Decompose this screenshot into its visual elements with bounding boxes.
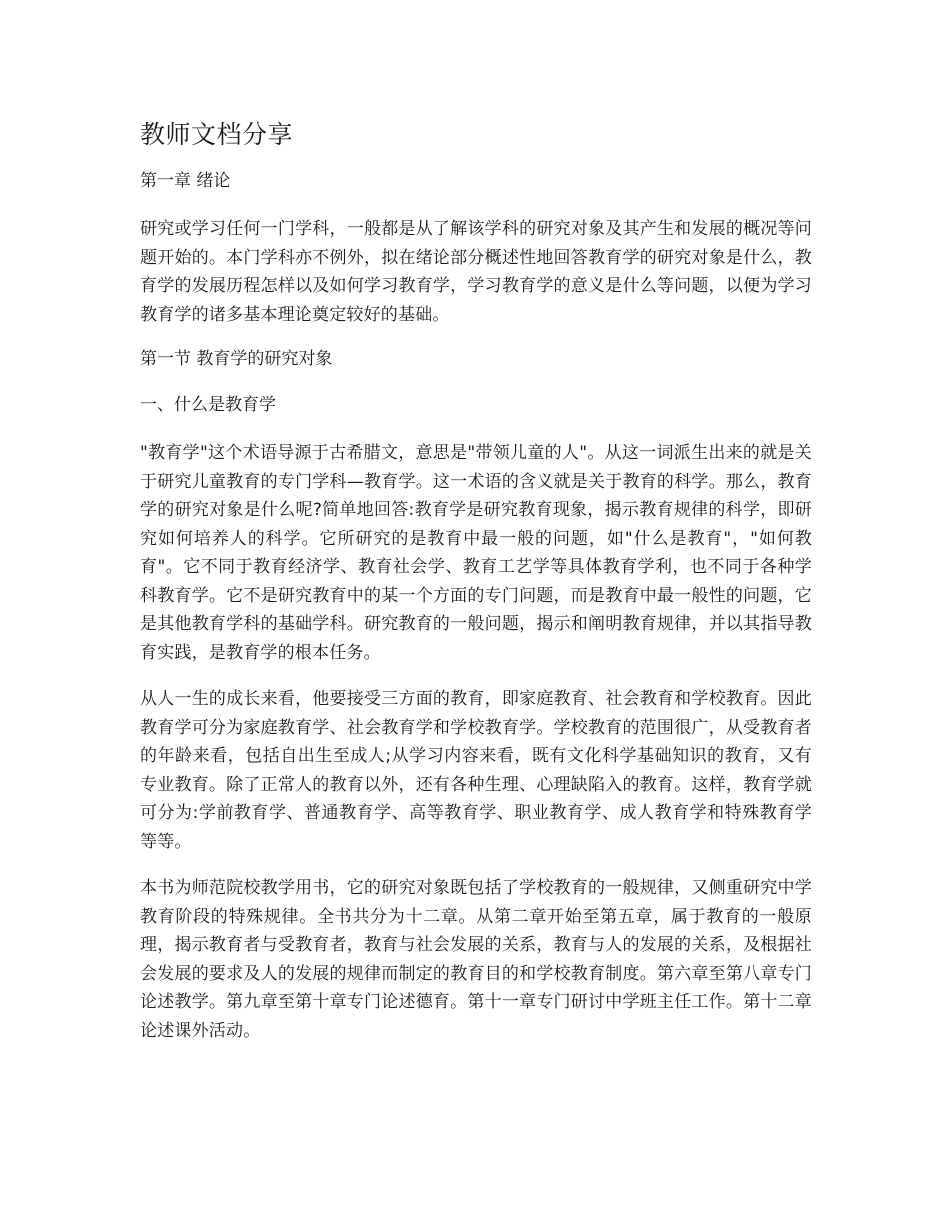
body-paragraph-definition: "教育学"这个术语导源于古希腊文，意思是"带领儿童的人"。从这一词派生出来的就是关于研究儿童教育的专门学科—教育学。这一术语的含义就是关于教育的科学。那么，教育学的研究对象是什么呢?简单地回答:教育学是研究教育现象，揭示教育规律的科学，即研究如何培养人的科学。它所研究的是教育中最一般的问题，如"什么是教育"，"如何教育"。它不同于教育经济学、教育社会学、教育工艺学等具体教育学利，也不同于各种学科教育学。它不是研究教育中的某一个方面的专门问题，而是教育中最一般性的问题，它是其他教育学科的基础学科。研究教育的一般问题，揭示和阐明教育规律，并以其指导教育实践，是教育学的根本任务。 — [140, 443, 812, 663]
document-page — [140, 118, 812, 1063]
body-paragraph-book-structure: 本书为师范院校教学用书，它的研究对象既包括了学校教育的一般规律，又侧重研究中学教育阶段的特殊规律。全书共分为十二章。从第二章开始至第五章，属于教育的一般原理，揭示教育者与受教育者，教育与社会发展的关系，教育与人的发展的关系，及根据社会发展的要求及人的发展的规律而制定的教育目的和学校教育制度。第六章至第八章专门论述教学。第九章至第十章专门论述德育。第十一章专门研讨中学班主任工作。第十二章论述课外活动。 — [140, 878, 812, 1041]
chapter-heading: 第一章 绪论 — [140, 171, 231, 191]
subsection-heading: 一、什么是教育学 — [140, 395, 276, 415]
body-paragraph-classification: 从人一生的成长来看，他要接受三方面的教育，即家庭教育、社会教育和学校教育。因此教育学可分为家庭教育学、社会教育学和学校教育学。学校教育的范围很广，从受教育者的年龄来看，包括自出生至成人;从学习内容来看，既有文化科学基础知识的教育，又有专业教育。除了正常人的教育以外，还有各种生理、心理缺陷入的教育。这样，教育学就可分为:学前教育学、普通教育学、高等教育学、职业教育学、成人教育学和特殊教育学等等。 — [140, 689, 812, 852]
section-heading: 第一节 教育学的研究对象 — [140, 349, 333, 369]
intro-paragraph: 研究或学习任何一门学科，一般都是从了解该学科的研究对象及其产生和发展的概况等问题开始的。本门学科亦不例外，拟在绪论部分概述性地回答教育学的研究对象是什么，教育学的发展历程怎样以及如何学习教育学，学习教育学的意义是什么等问题，以便为学习教育学的诸多基本理论奠定较好的基础。 — [140, 219, 812, 325]
document-title: 教师文档分享 — [140, 120, 294, 149]
